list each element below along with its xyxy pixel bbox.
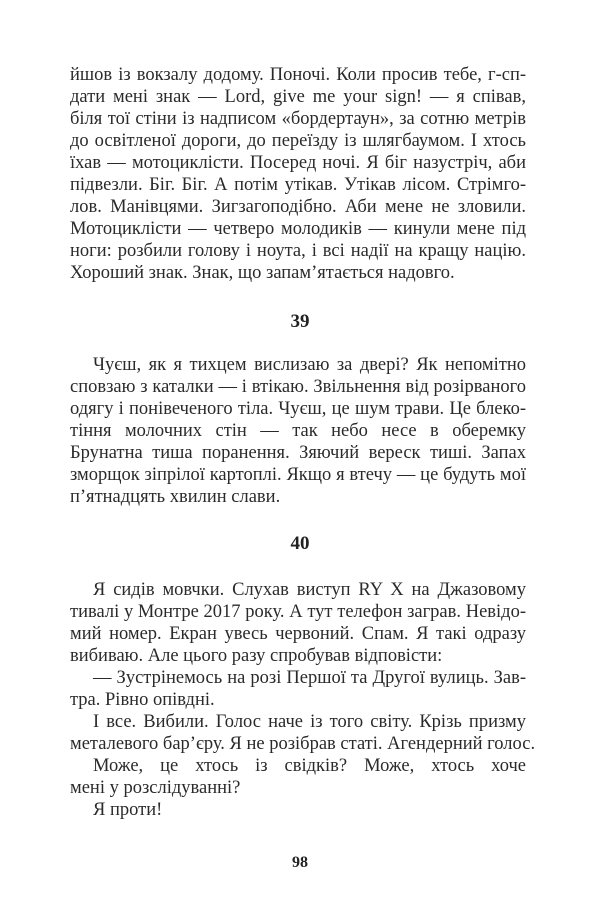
page-number: 98 bbox=[292, 854, 308, 871]
paragraph bbox=[70, 667, 526, 711]
text-line: дати мені знак — Lord, give me your sign! — я співав, bbox=[70, 87, 526, 107]
text-line: Чуєш, як я тихцем вислизаю за двері? Як непомітно bbox=[93, 355, 526, 375]
text-line: Брунатна тиша поранення. Зяючий вереск тиші. Запах bbox=[70, 443, 526, 463]
text-line: Може, це хтось із свідків? Може, хтось хоче bbox=[93, 756, 526, 776]
text-line: лов. Манівцями. Зигзагоподібно. Аби мене не зловили. bbox=[70, 197, 526, 217]
text-line: йшов із вокзалу додому. Поночі. Коли просив тебе, г-сп- bbox=[70, 65, 526, 85]
text-line: мий номер. Екран увесь червоний. Спам. Я такі одразу bbox=[70, 624, 526, 644]
text-block-section-40 bbox=[70, 579, 536, 821]
text-line: тивалі у Монтре 2017 року. А тут телефон заграв. Невідо- bbox=[70, 602, 526, 622]
paragraph bbox=[70, 755, 526, 799]
text-line: підвезли. Біг. Біг. А потім утікав. Утікав лісом. Стрімго- bbox=[70, 175, 526, 195]
text-line: тіння молочних стін — так небо несе в оберемку bbox=[70, 421, 526, 441]
section-heading-39: 39 bbox=[290, 311, 310, 332]
text-line: металевого бар’єру. Я не розібрав статі. Агендерний голос. bbox=[70, 734, 536, 754]
text-block-continuation bbox=[70, 64, 526, 284]
text-line: до освітленої дороги, до переїзду із шлягбаумом. І хтось bbox=[70, 131, 526, 151]
text-line: ноги: розбили голову і ноута, і всі надії на кращу націю. bbox=[70, 241, 526, 261]
text-line: їхав — мотоциклісти. Посеред ночі. Я біг назустріч, аби bbox=[70, 153, 526, 173]
text-line: Я проти! bbox=[93, 800, 163, 820]
text-line: одягу і понівеченого тіла. Чуєш, це шум трави. Це блеко- bbox=[70, 399, 526, 419]
text-line: Я сидів мовчки. Слухав виступ RY X на Джазовому bbox=[93, 580, 526, 600]
paragraph bbox=[70, 579, 526, 667]
text-line: біля тої стіни із надписом «бордертаун», за сотню метрів bbox=[70, 109, 526, 129]
paragraph bbox=[70, 711, 536, 755]
text-line: Мотоциклісти — четверо молодиків — кинули мене під bbox=[70, 219, 526, 239]
text-block-section-39 bbox=[70, 354, 526, 508]
paragraph bbox=[70, 64, 526, 284]
text-line: сповзаю з каталки — і втікаю. Звільнення від розірваного bbox=[70, 377, 526, 397]
text-line: І все. Вибили. Голос наче із того світу. Крізь призму bbox=[93, 712, 526, 732]
text-line: — Зустрінемось на розі Першої та Другої вулиць. Зав- bbox=[93, 668, 526, 688]
text-line: тра. Рівно опівдні. bbox=[70, 690, 215, 710]
paragraph bbox=[70, 799, 526, 821]
section-heading-40: 40 bbox=[290, 533, 310, 554]
text-line: вибиваю. Але цього разу спробував відповісти: bbox=[70, 646, 443, 666]
paragraph bbox=[70, 354, 526, 508]
text-line: зморщок зіпрілої картоплі. Якщо я втечу — це будуть мої bbox=[70, 465, 526, 485]
text-line: п’ятнадцять хвилин слави. bbox=[70, 487, 281, 507]
text-line: мені у розслідуванні? bbox=[70, 778, 241, 798]
text-line: Хороший знак. Знак, що запам’ятається надовго. bbox=[70, 263, 455, 283]
